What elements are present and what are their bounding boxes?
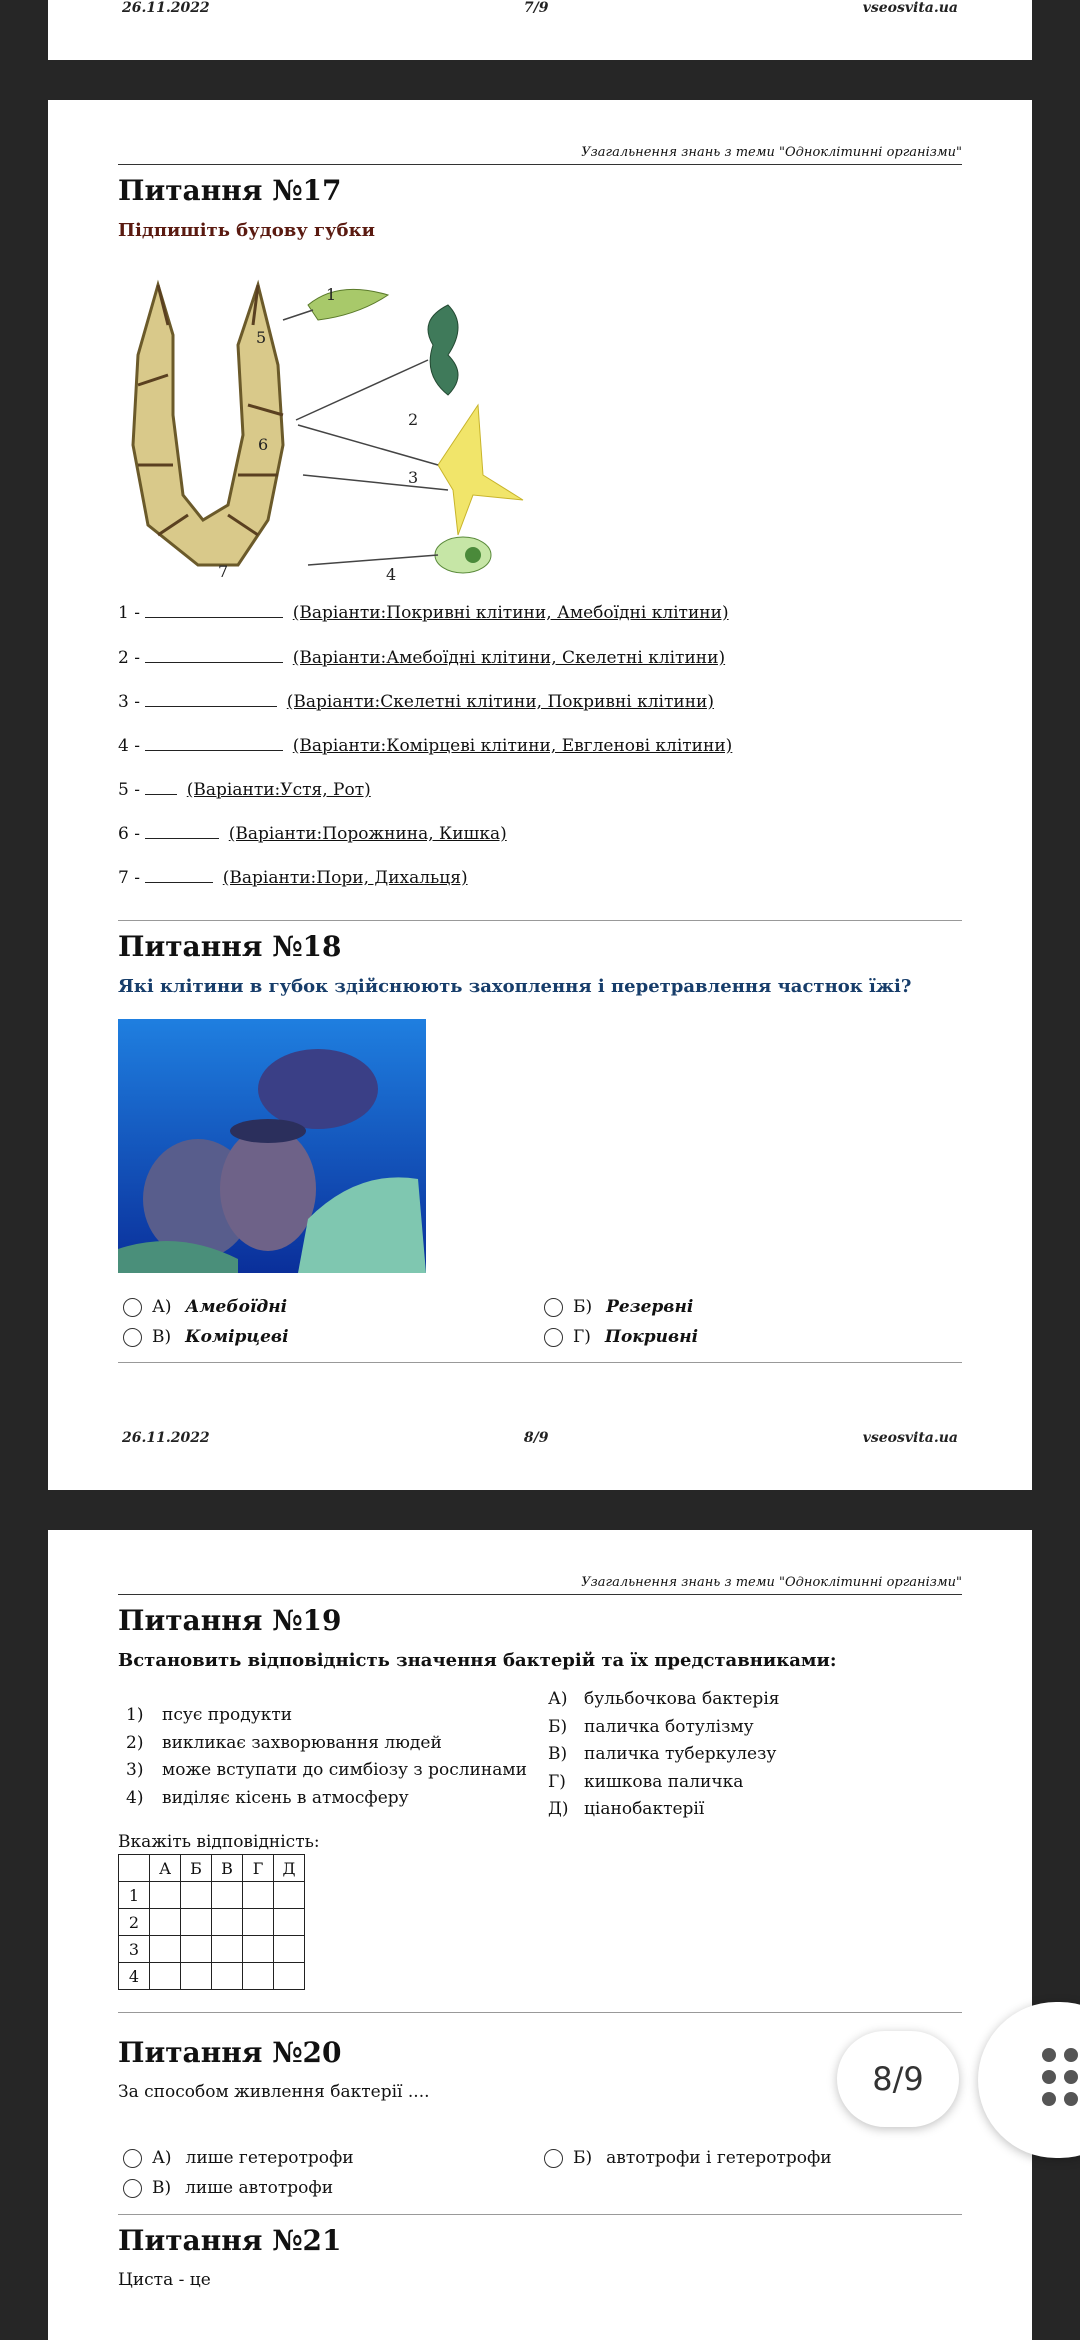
answer-row-6[interactable] <box>118 824 507 844</box>
diagram-label-1: 1 <box>326 285 337 304</box>
row-hint: (Варіанти:Порожнина, Кишка) <box>228 824 507 844</box>
option-letter: В) <box>152 2178 172 2198</box>
radio-button[interactable] <box>123 1298 142 1317</box>
table-cell[interactable] <box>150 1909 181 1936</box>
table-cell[interactable] <box>212 1936 243 1963</box>
option-text: Амебоїдні <box>185 1297 288 1317</box>
table-col-header: Г <box>243 1855 274 1882</box>
table-row <box>119 1936 305 1963</box>
item-letter: В) <box>548 1744 568 1764</box>
answer-blank[interactable] <box>145 736 283 751</box>
row-label: 7 - <box>118 868 140 888</box>
next-page <box>48 1530 1032 2340</box>
footer-page-number: 8/9 <box>523 1430 549 1446</box>
item-text: паличка ботулізму <box>584 1716 754 1737</box>
table-row <box>119 1909 305 1936</box>
question-divider <box>118 1362 962 1363</box>
table-cell[interactable] <box>150 1936 181 1963</box>
left-item-1 <box>126 1702 527 1730</box>
page-header: Узагальнення знань з теми "Одноклітинні організми" <box>118 145 962 165</box>
diagram-label-3: 3 <box>408 468 419 487</box>
right-item-a <box>548 1686 779 1714</box>
answer-row-1[interactable] <box>118 603 729 623</box>
option-letter: А) <box>152 2148 172 2168</box>
table-header-row <box>119 1855 305 1882</box>
row-hint: (Варіанти:Амебоїдні клітини, Скелетні клітини) <box>292 648 726 668</box>
question-divider <box>118 2012 962 2013</box>
table-cell[interactable] <box>150 1963 181 1990</box>
item-text: паличка туберкулезу <box>584 1744 777 1764</box>
item-number: 1) <box>126 1705 144 1725</box>
answer-row-3[interactable] <box>118 692 714 712</box>
diagram-label-2: 2 <box>408 410 419 429</box>
diagram-label-5: 5 <box>256 328 267 347</box>
row-label: 6 - <box>118 824 140 844</box>
radio-button[interactable] <box>544 1328 563 1347</box>
question-19-text: Встановить відповідність значення бактерій та їх представниками: <box>118 1650 837 1671</box>
answer-blank[interactable] <box>145 780 177 795</box>
answer-row-5[interactable] <box>118 780 371 800</box>
table-col-header: Б <box>181 1855 212 1882</box>
answer-blank[interactable] <box>145 824 219 839</box>
sponge-structure-diagram <box>118 265 538 585</box>
option-text: лише гетеротрофи <box>185 2148 354 2168</box>
matching-left-list <box>126 1702 527 1812</box>
table-cell[interactable] <box>181 1963 212 1990</box>
item-text: кишкова паличка <box>584 1771 744 1792</box>
radio-button[interactable] <box>544 2149 563 2168</box>
question-divider <box>118 920 962 921</box>
question-17-title: Питання №17 <box>118 174 342 207</box>
table-row <box>119 1963 305 1990</box>
answer-blank[interactable] <box>145 868 213 883</box>
item-number: 4) <box>126 1787 144 1808</box>
table-row-header: 4 <box>119 1963 150 1990</box>
table-cell[interactable] <box>243 1936 274 1963</box>
question-17-text: Підпишіть будову губки <box>118 220 375 241</box>
table-row-header: 1 <box>119 1882 150 1909</box>
question-21-title: Питання №21 <box>118 2224 342 2257</box>
answer-option-b[interactable] <box>544 1297 693 1317</box>
table-cell[interactable] <box>181 1936 212 1963</box>
footer-date: 26.11.2022 <box>122 0 210 16</box>
page-indicator-button[interactable]: 8/9 <box>837 2031 959 2127</box>
item-number: 3) <box>126 1760 144 1780</box>
radio-button[interactable] <box>123 2149 142 2168</box>
previous-page <box>48 0 1032 60</box>
question-divider <box>118 2214 962 2215</box>
answer-option-a[interactable] <box>123 1297 287 1317</box>
table-cell[interactable] <box>274 1936 305 1963</box>
item-letter: Д) <box>548 1799 569 1819</box>
question-20-title: Питання №20 <box>118 2036 342 2069</box>
item-letter: Г) <box>548 1771 566 1792</box>
answer-blank[interactable] <box>145 692 277 707</box>
grid-dots-icon <box>1042 2048 1080 2106</box>
right-item-d <box>548 1796 779 1824</box>
table-corner <box>119 1855 150 1882</box>
item-number: 2) <box>126 1732 144 1753</box>
radio-button[interactable] <box>544 1298 563 1317</box>
row-label: 5 - <box>118 780 140 800</box>
question-20-text: За способом живлення бактерії .... <box>118 2082 430 2102</box>
radio-button[interactable] <box>123 1328 142 1347</box>
sea-sponge-photo <box>118 1019 426 1273</box>
radio-button[interactable] <box>123 2179 142 2198</box>
item-letter: А) <box>548 1689 568 1709</box>
page-footer <box>122 0 958 16</box>
table-cell[interactable] <box>150 1882 181 1909</box>
question-19-title: Питання №19 <box>118 1604 342 1637</box>
footer-date: 26.11.2022 <box>122 1430 210 1446</box>
answer-option-v[interactable] <box>123 2178 333 2198</box>
diagram-label-4: 4 <box>386 565 397 584</box>
option-letter: В) <box>152 1327 172 1347</box>
item-text: викликає захворювання людей <box>162 1732 442 1753</box>
matching-answer-table[interactable] <box>118 1854 305 1990</box>
item-text: псує продукти <box>162 1705 293 1725</box>
option-text: лише автотрофи <box>185 2178 334 2198</box>
answer-row-4[interactable] <box>118 736 732 756</box>
table-cell[interactable] <box>212 1963 243 1990</box>
footer-page-number: 7/9 <box>523 0 549 16</box>
answer-option-b[interactable] <box>544 2148 832 2168</box>
left-item-2 <box>126 1730 527 1758</box>
row-label: 1 - <box>118 603 140 623</box>
row-label: 4 - <box>118 736 140 756</box>
table-cell[interactable] <box>274 1963 305 1990</box>
table-cell[interactable] <box>181 1909 212 1936</box>
table-row <box>119 1882 305 1909</box>
matching-right-list <box>548 1686 779 1824</box>
diagram-label-6: 6 <box>258 435 269 454</box>
row-hint: (Варіанти:Скелетні клітини, Покривні клітини) <box>286 692 715 712</box>
item-text: бульбочкова бактерія <box>584 1689 780 1709</box>
row-label: 2 - <box>118 648 140 668</box>
table-cell[interactable] <box>243 1909 274 1936</box>
table-cell[interactable] <box>212 1882 243 1909</box>
table-cell[interactable] <box>274 1909 305 1936</box>
table-cell[interactable] <box>243 1882 274 1909</box>
right-item-g <box>548 1769 779 1797</box>
left-item-3 <box>126 1757 527 1785</box>
footer-site: vseosvita.ua <box>862 1430 958 1446</box>
option-text: Покривні <box>604 1327 699 1347</box>
table-col-header: А <box>150 1855 181 1882</box>
option-letter: Б) <box>573 2148 593 2168</box>
diagram-label-7: 7 <box>218 562 229 581</box>
item-text: ціанобактерії <box>584 1799 705 1819</box>
row-hint: (Варіанти:Устя, Рот) <box>186 780 371 800</box>
matching-instruction: Вкажіть відповідність: <box>118 1832 320 1852</box>
page-footer <box>122 1430 958 1446</box>
table-cell[interactable] <box>212 1909 243 1936</box>
right-item-b <box>548 1714 779 1742</box>
table-row-header: 2 <box>119 1909 150 1936</box>
answer-option-g[interactable] <box>544 1327 698 1347</box>
option-letter: Г) <box>573 1327 591 1347</box>
option-letter: Б) <box>573 1297 593 1317</box>
table-col-header: В <box>212 1855 243 1882</box>
row-hint: (Варіанти:Пори, Дихальця) <box>222 868 468 888</box>
table-cell[interactable] <box>243 1963 274 1990</box>
question-18-title: Питання №18 <box>118 930 342 963</box>
option-letter: А) <box>152 1297 172 1317</box>
option-text: Комірцеві <box>185 1327 289 1347</box>
item-letter: Б) <box>548 1716 568 1737</box>
question-21-text: Циста - це <box>118 2270 211 2290</box>
left-item-4 <box>126 1785 527 1813</box>
answer-option-a[interactable] <box>123 2148 354 2168</box>
table-cell[interactable] <box>274 1882 305 1909</box>
table-row-header: 3 <box>119 1936 150 1963</box>
option-text: Резервні <box>606 1297 694 1317</box>
question-18-text: Які клітини в губок здійснюють захоплення і перетравлення частнок їжі? <box>118 976 912 997</box>
row-label: 3 - <box>118 692 140 712</box>
footer-site: vseosvita.ua <box>862 0 958 16</box>
current-page <box>48 100 1032 1490</box>
row-hint: (Варіанти:Комірцеві клітини, Евгленові клітини) <box>292 736 733 756</box>
item-text: виділяє кісень в атмосферу <box>162 1787 409 1808</box>
table-cell[interactable] <box>181 1882 212 1909</box>
table-col-header: Д <box>274 1855 305 1882</box>
answer-option-v[interactable] <box>123 1327 289 1347</box>
answer-blank[interactable] <box>145 648 283 663</box>
item-text: може вступати до симбіозу з рослинами <box>162 1760 527 1780</box>
right-item-v <box>548 1741 779 1769</box>
answer-row-2[interactable] <box>118 648 725 668</box>
page-header: Узагальнення знань з теми "Одноклітинні організми" <box>118 1575 962 1595</box>
answer-row-7[interactable] <box>118 868 468 888</box>
answer-blank[interactable] <box>145 603 283 618</box>
option-text: автотрофи і гетеротрофи <box>606 2148 832 2168</box>
row-hint: (Варіанти:Покривні клітини, Амебоїдні клітини) <box>292 603 729 623</box>
